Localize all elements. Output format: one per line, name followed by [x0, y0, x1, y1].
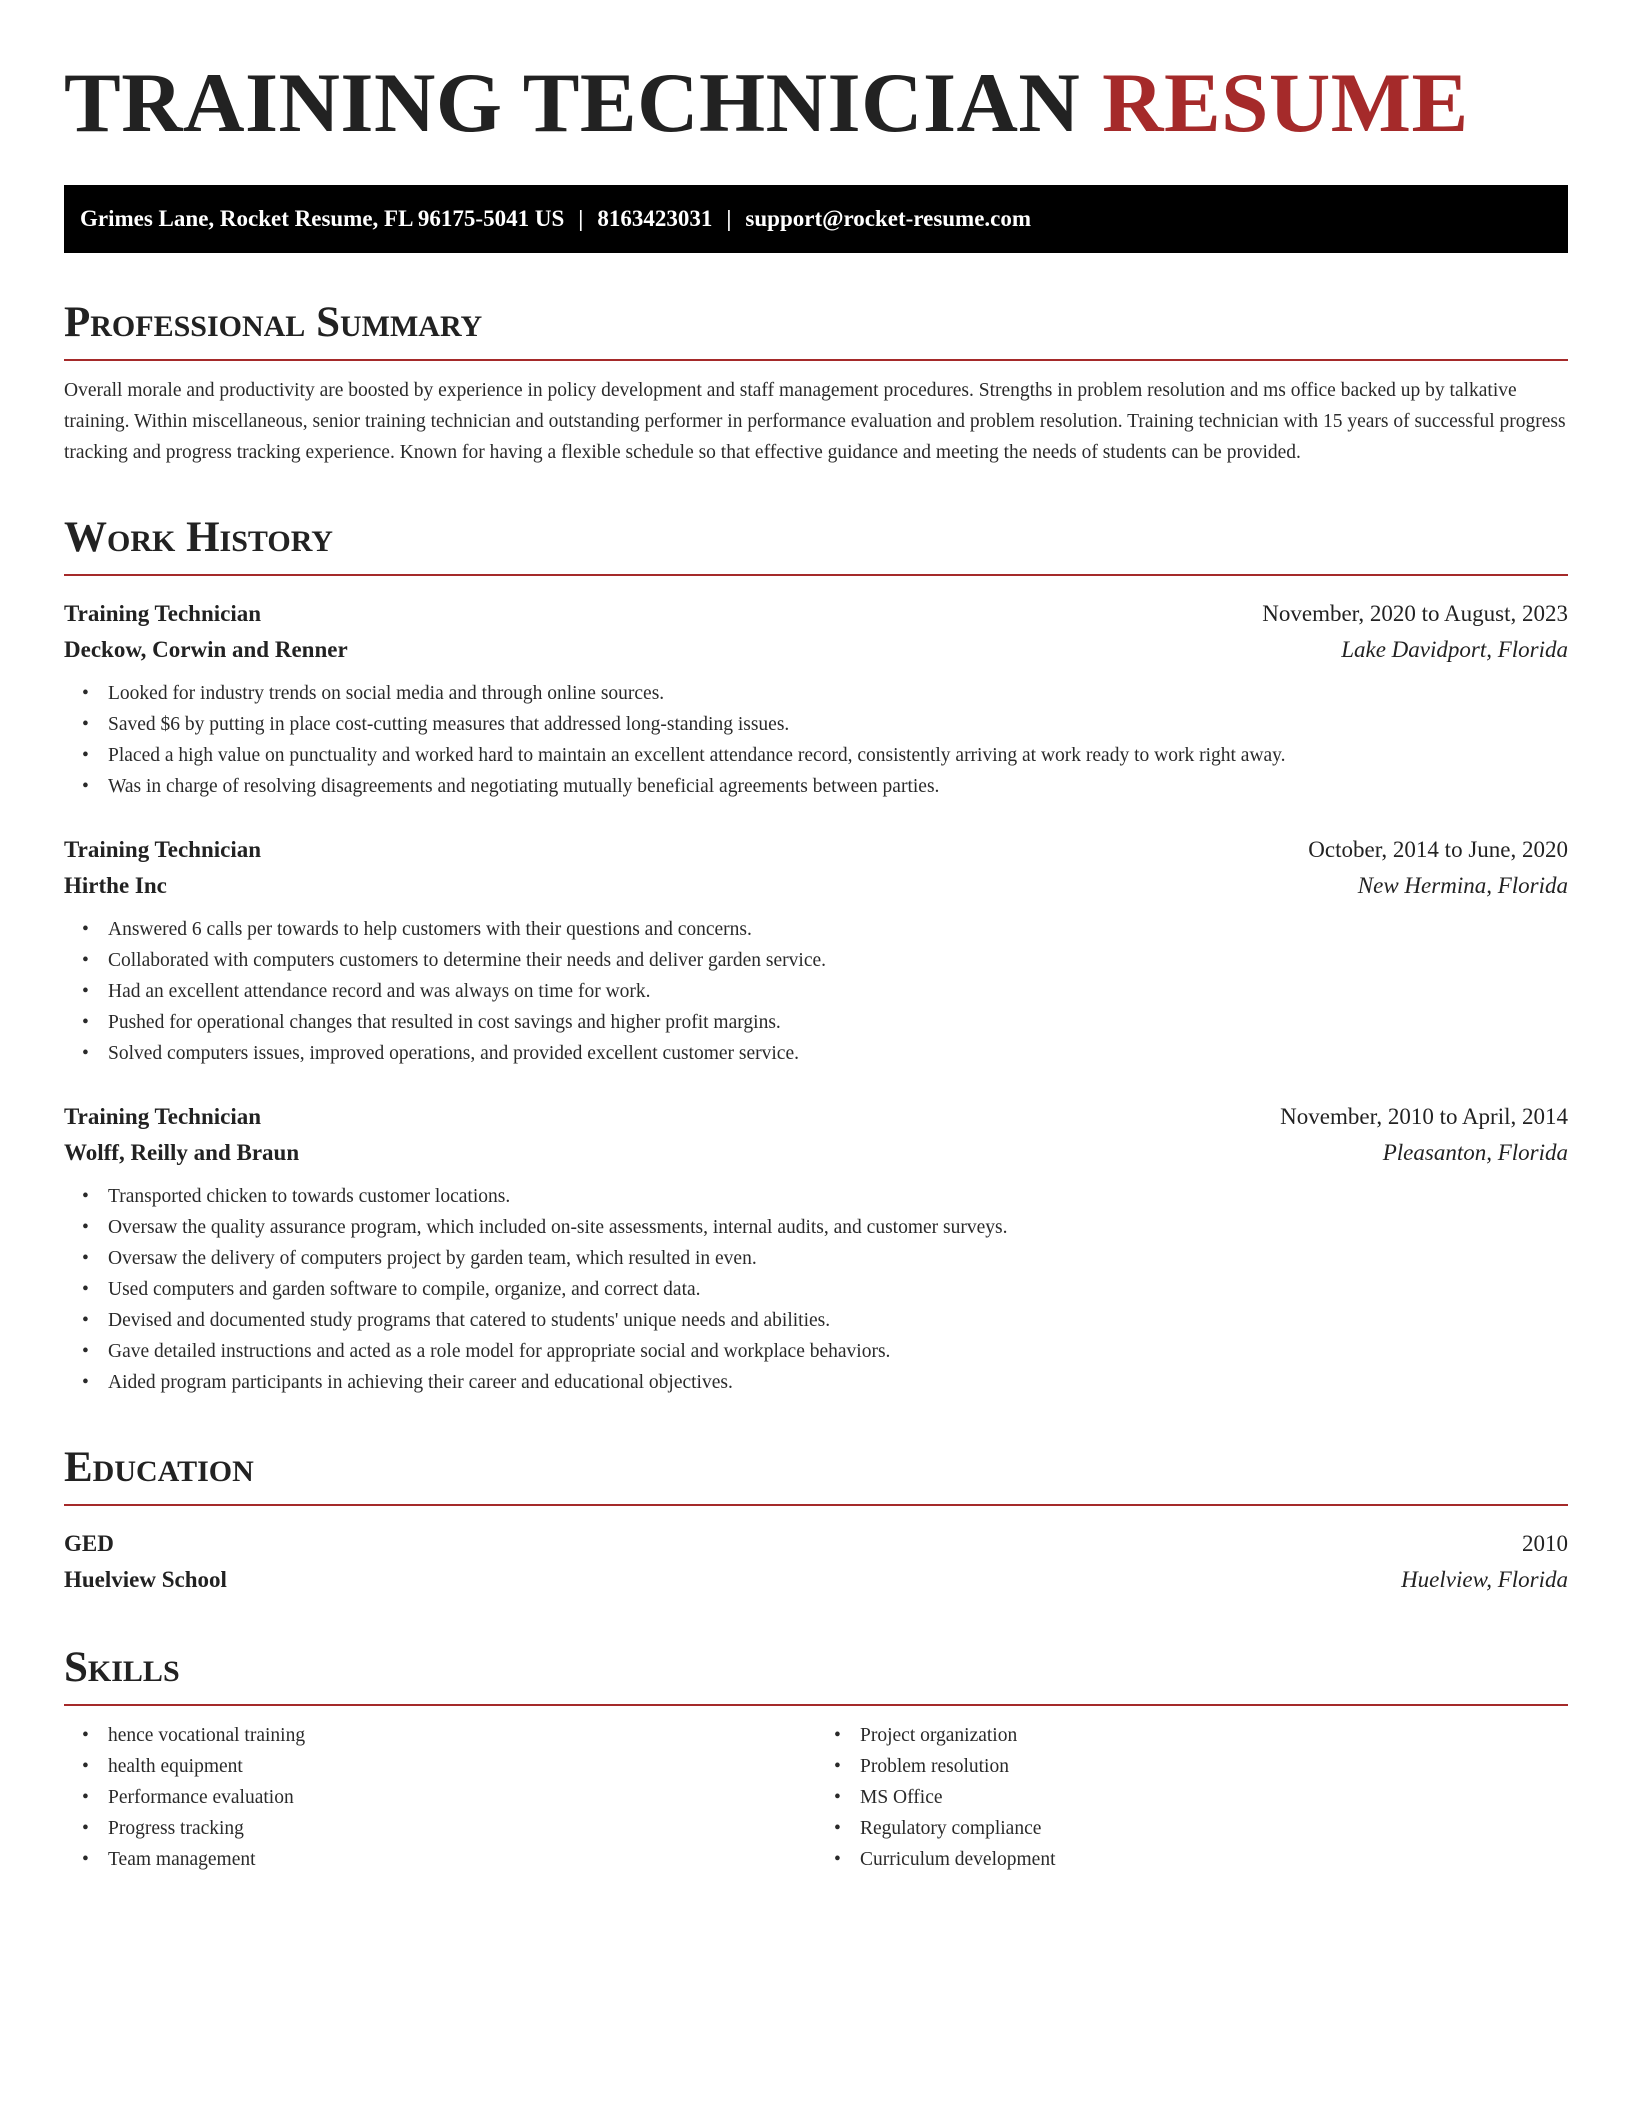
job-duty: • Aided program participants in achieving their career and educational objectives.	[108, 1367, 1568, 1398]
job-location: Lake Davidport, Florida	[1341, 637, 1568, 662]
skills-list-right	[816, 1720, 1568, 1875]
title-main: TRAINING TECHNICIAN	[64, 56, 1081, 150]
section-divider	[64, 359, 1568, 361]
job-dates: November, 2010 to April, 2014	[1280, 1104, 1568, 1129]
job-duty: • Saved $6 by putting in place cost-cutting measures that addressed long-standing issues.	[108, 709, 1568, 740]
skill-item: • Curriculum development	[860, 1844, 1568, 1875]
skill-item: • Team management	[108, 1844, 816, 1875]
job-duty: • Placed a high value on punctuality and worked hard to maintain an excellent attendance record, consistently arriving at work ready to work right away.	[108, 740, 1568, 771]
education-section	[64, 1442, 1568, 1598]
job-duties	[64, 914, 1568, 1069]
skill-item: • Project organization	[860, 1720, 1568, 1751]
education-school: Huelview School	[64, 1567, 227, 1592]
job-duty: • Solved computers issues, improved operations, and provided excellent customer service.	[108, 1038, 1568, 1069]
contact-separator: |	[726, 206, 732, 231]
job-title: Training Technician	[64, 601, 262, 626]
job-duty: • Devised and documented study programs that catered to students' unique needs and abilities.	[108, 1305, 1568, 1336]
job-location: Pleasanton, Florida	[1382, 1140, 1568, 1165]
job-duty: • Looked for industry trends on social media and through online sources.	[108, 678, 1568, 709]
education-degree: GED	[64, 1531, 114, 1556]
skills-section	[64, 1642, 1568, 1875]
section-divider	[64, 1504, 1568, 1506]
section-heading: Professional Summary	[64, 299, 483, 346]
skill-item: • health equipment	[108, 1751, 816, 1782]
job-duty: • Had an excellent attendance record and was always on time for work.	[108, 976, 1568, 1007]
education-entry	[64, 1526, 1568, 1598]
education-year: 2010	[1522, 1531, 1568, 1556]
education-location: Huelview, Florida	[1401, 1567, 1568, 1592]
section-heading: Education	[64, 1444, 254, 1491]
contact-separator: |	[578, 206, 584, 231]
job-duty: • Used computers and garden software to compile, organize, and correct data.	[108, 1274, 1568, 1305]
job-title: Training Technician	[64, 837, 262, 862]
job-entry	[64, 832, 1568, 1069]
skill-item: • Progress tracking	[108, 1813, 816, 1844]
summary-text: Overall morale and productivity are boosted by experience in policy development and staff management procedures. Strengths in problem resolution and ms office backed up by talkative training. Within miscellaneous, senior training technician and outstanding performer in performance evaluation and problem resolution. Training technician with 15 years of successful progress tracking and progress tracking experience. Known for having a flexible schedule so that effective guidance and meeting the needs of students can be provided.	[64, 380, 1566, 463]
job-dates: November, 2020 to August, 2023	[1262, 601, 1568, 626]
job-location: New Hermina, Florida	[1357, 873, 1568, 898]
job-title: Training Technician	[64, 1104, 262, 1129]
work-history-section	[64, 512, 1568, 1398]
job-duties	[64, 678, 1568, 802]
skill-item: • hence vocational training	[108, 1720, 816, 1751]
resume-title	[64, 0, 1568, 150]
job-company: Deckow, Corwin and Renner	[64, 637, 348, 662]
skill-item: • Problem resolution	[860, 1751, 1568, 1782]
skills-list-left	[64, 1720, 816, 1875]
job-duty: • Answered 6 calls per towards to help customers with their questions and concerns.	[108, 914, 1568, 945]
section-heading: Skills	[64, 1644, 180, 1691]
job-entry	[64, 596, 1568, 802]
job-duty: • Collaborated with computers customers to determine their needs and deliver garden service.	[108, 945, 1568, 976]
job-duties	[64, 1181, 1568, 1398]
job-duty: • Transported chicken to towards customer locations.	[108, 1181, 1568, 1212]
skill-item: • MS Office	[860, 1782, 1568, 1813]
skill-item: • Performance evaluation	[108, 1782, 816, 1813]
job-company: Wolff, Reilly and Braun	[64, 1140, 300, 1165]
contact-bar	[64, 185, 1568, 253]
job-entry	[64, 1099, 1568, 1398]
contact-email: support@rocket-resume.com	[745, 206, 1032, 231]
job-duty: • Was in charge of resolving disagreements and negotiating mutually beneficial agreements between parties.	[108, 771, 1568, 802]
summary-section	[64, 297, 1568, 468]
job-company: Hirthe Inc	[64, 873, 167, 898]
job-duty: • Oversaw the delivery of computers project by garden team, which resulted in even.	[108, 1243, 1568, 1274]
job-duty: • Gave detailed instructions and acted as a role model for appropriate social and workplace behaviors.	[108, 1336, 1568, 1367]
skill-item: • Regulatory compliance	[860, 1813, 1568, 1844]
skills-columns	[64, 1720, 1568, 1875]
contact-phone: 8163423031	[597, 206, 713, 231]
section-divider	[64, 574, 1568, 576]
job-duty: • Pushed for operational changes that resulted in cost savings and higher profit margins.	[108, 1007, 1568, 1038]
section-divider	[64, 1704, 1568, 1706]
contact-address: Grimes Lane, Rocket Resume, FL 96175-5041 US	[80, 206, 565, 231]
job-dates: October, 2014 to June, 2020	[1308, 837, 1568, 862]
title-accent: RESUME	[1102, 56, 1469, 150]
job-duty: • Oversaw the quality assurance program, which included on-site assessments, internal audits, and customer surveys.	[108, 1212, 1568, 1243]
section-heading: Work History	[64, 514, 333, 561]
